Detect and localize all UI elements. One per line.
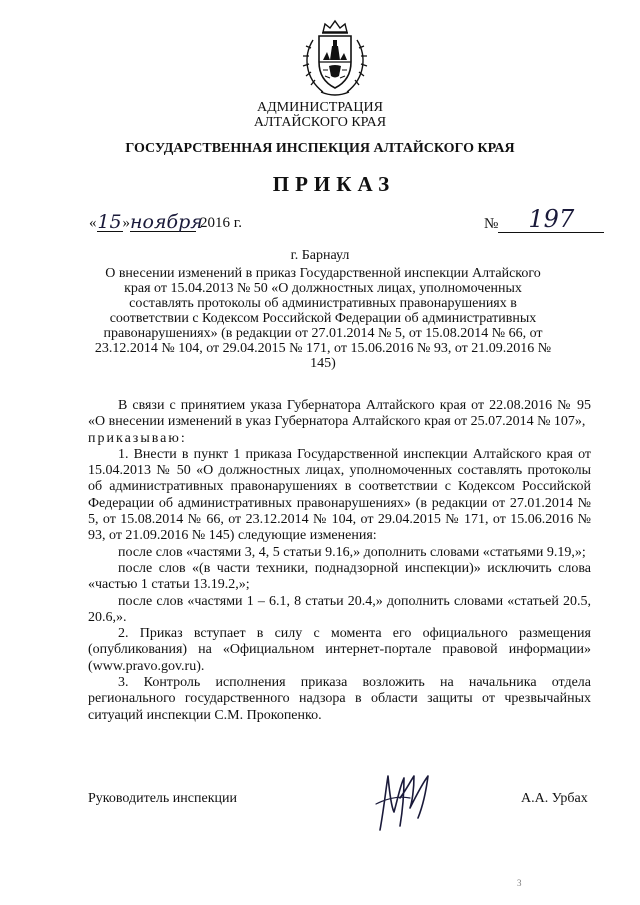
change-1: после слов «частями 3, 4, 5 статьи 9.16,» дополнить словами «статьями 9.19,»;: [118, 544, 586, 560]
signatory-position: Руководитель инспекции: [88, 791, 237, 806]
date-month: ноября: [130, 211, 203, 233]
org-name-line1: АДМИНИСТРАЦИЯ: [257, 100, 383, 115]
signatory-name: А.А. Урбах: [521, 791, 588, 806]
handwritten-signature-icon: [370, 768, 438, 838]
document-date: [89, 213, 242, 232]
city: г. Барнаул: [290, 248, 350, 263]
order-word: приказываю:: [88, 430, 187, 446]
number-value: 197: [498, 206, 604, 233]
item-3: 3. Контроль исполнения приказа возложить на начальника отдела регионального государственного надзора в области защиты от чрезвычайных ситуаций инспекции С.М. Прокопенко.: [88, 675, 591, 723]
item-1: 1. Внести в пункт 1 приказа Государственной инспекции Алтайского края от 15.04.2013 № 50 «О должностных лицах, уполномоченных составлять протоколы об административных правонарушениях в соответствии с Кодексом Российской Федерации об административных правонарушениях» (в редакции от 27.01.2014 № 5, от 15.08.2014 № 66, от 23.12.2014 № 104, от 29.04.2015 № 171, от 15.06.2016 № 93, от 21.09.2016 № 145) следующие изменения:: [88, 446, 591, 544]
date-open-quote: «: [89, 215, 97, 231]
document-type-title: ПРИКАЗ: [272, 172, 396, 196]
inspection-name: ГОСУДАРСТВЕННАЯ ИНСПЕКЦИЯ АЛТАЙСКОГО КРАЯ: [125, 141, 515, 156]
number-label: №: [484, 216, 499, 232]
item-2: 2. Приказ вступает в силу с момента его официального размещения (опубликования) на «Официальном интернет-портале правовой информации» (www.pravo.gov.ru).: [88, 626, 591, 674]
altai-krai-coat-of-arms-icon: [299, 18, 371, 100]
intro-paragraph: В связи с принятием указа Губернатора Алтайского края от 22.08.2016 № 95 «О внесении изменений в указ Губернатора Алтайского края от 25.07.2014 № 107»,: [88, 398, 591, 430]
date-year: 2016 г.: [200, 215, 242, 231]
document-subject: О внесении изменений в приказ Государственной инспекции Алтайского края от 15.04.2013 № 50 «О должностных лицах, уполномоченных составлять протоколы об административных правонарушениях в соответствии с Кодексом Российской Федерации об административных правонарушениях» (в редакции от 27.01.2014 № 5, от 15.08.2014 № 66, от 23.12.2014 № 104, от 29.04.2015 № 171, от 15.06.2016 № 93, от 21.09.2016 № 145): [94, 266, 552, 371]
footer-mark: 3: [517, 878, 522, 888]
org-name-line2: АЛТАЙСКОГО КРАЯ: [253, 115, 387, 130]
document-body: [88, 398, 591, 724]
change-3: после слов «частями 1 – 6.1, 8 статьи 20.4,» дополнить словами «статьей 20.5, 20.6,».: [88, 593, 591, 625]
date-close-quote: »: [122, 215, 130, 231]
date-day: 15: [97, 211, 122, 233]
document-number: [484, 206, 604, 233]
change-2: после слов «(в части техники, поднадзорной инспекции)» исключить слова «частью 1 статьи 13.19.2,»;: [88, 560, 591, 593]
